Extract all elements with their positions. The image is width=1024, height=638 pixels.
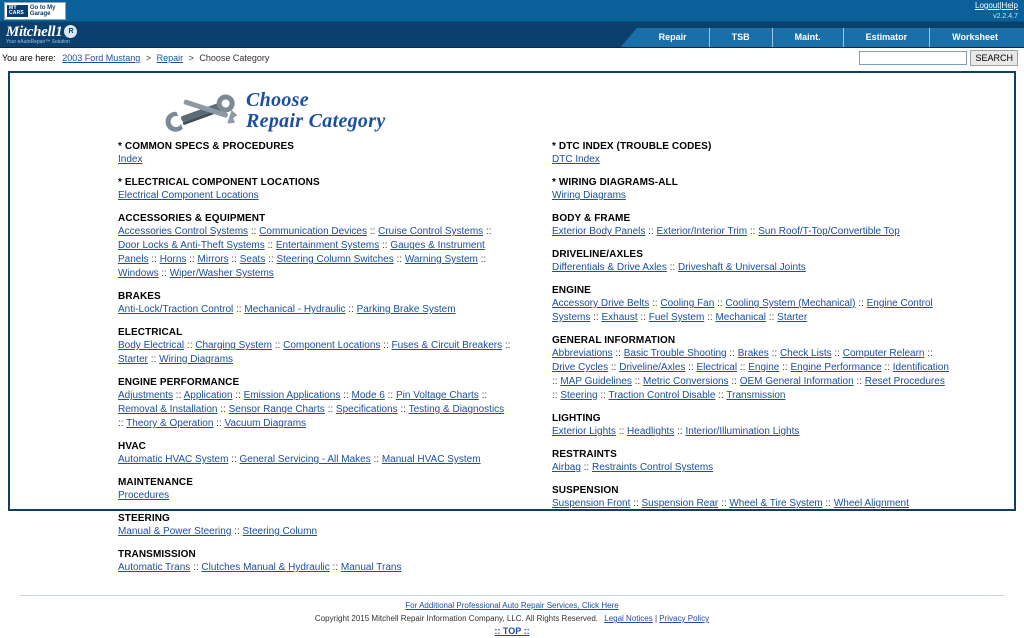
category-link[interactable]: Driveshaft & Universal Joints — [677, 262, 806, 273]
category-group — [118, 213, 512, 281]
right-category-column — [512, 141, 1014, 585]
breadcrumb-separator-1: > — [145, 53, 152, 63]
category-link[interactable]: DTC Index — [552, 154, 600, 165]
link-separator: :: — [232, 390, 244, 401]
privacy-policy-link[interactable]: Privacy Policy — [659, 614, 710, 623]
category-heading: * DTC INDEX (TROUBLE CODES) — [552, 141, 712, 152]
category-link[interactable]: Communication Devices — [259, 226, 367, 237]
category-link[interactable]: Steering — [560, 390, 598, 401]
page-title-line2: Repair Category — [246, 110, 386, 132]
category-link[interactable]: Brakes — [737, 348, 769, 359]
link-separator: :: — [213, 418, 225, 429]
version-label: v2.2.4.7 — [993, 12, 1018, 20]
category-link[interactable]: Engine Control Systems — [552, 298, 933, 323]
category-group — [552, 141, 1014, 167]
category-link[interactable]: Airbag — [552, 462, 581, 473]
category-link[interactable]: Mode 6 — [351, 390, 385, 401]
category-link[interactable]: Differentials & Drive Axles — [552, 262, 667, 273]
breadcrumb-prefix: You are here: — [2, 53, 56, 63]
link-separator: :: — [184, 340, 196, 351]
category-heading: * COMMON SPECS & PROCEDURES — [118, 141, 295, 152]
category-link[interactable]: Adjustments — [118, 390, 174, 401]
category-group — [552, 335, 1014, 403]
category-group — [552, 177, 1014, 203]
my-cars-logo: MY CARS — [7, 5, 28, 18]
category-link[interactable]: Wiper/Washer Systems — [169, 268, 274, 279]
link-separator: :: — [393, 254, 405, 265]
link-separator: :: — [186, 254, 198, 265]
category-link[interactable]: Index — [118, 154, 143, 165]
category-link-list — [552, 153, 952, 167]
category-group — [118, 513, 512, 539]
link-separator: :: — [483, 226, 492, 237]
link-separator: :: — [630, 498, 642, 509]
link-separator: :: — [190, 562, 202, 573]
link-separator: :: — [704, 312, 716, 323]
category-link[interactable]: OEM General Information — [739, 376, 854, 387]
category-link[interactable]: Removal & Installation — [118, 404, 218, 415]
category-link[interactable]: Fuel System — [648, 312, 705, 323]
link-separator: :: — [340, 390, 352, 401]
brand-tagline: Your eAutoRepair™ Solution — [6, 39, 70, 45]
tab-worksheet[interactable]: Worksheet — [930, 28, 1024, 47]
category-heading: DRIVELINE/AXLES — [552, 249, 643, 260]
category-link[interactable]: Mechanical - Hydraulic — [244, 304, 346, 315]
category-link[interactable]: Engine Performance — [790, 362, 882, 373]
category-heading: SUSPENSION — [552, 485, 619, 496]
link-separator: :: — [367, 226, 379, 237]
link-separator: :: — [228, 254, 240, 265]
category-heading: GENERAL INFORMATION — [552, 335, 676, 346]
category-link[interactable]: Starter — [118, 354, 149, 365]
category-heading: ACCESSORIES & EQUIPMENT — [118, 213, 266, 224]
link-separator: :: — [384, 390, 396, 401]
link-separator: :: — [728, 376, 740, 387]
category-link[interactable]: Driveline/Axles — [619, 362, 686, 373]
link-separator: :: — [924, 348, 933, 359]
link-separator: :: — [231, 526, 243, 537]
category-link[interactable]: Suspension Front — [552, 498, 631, 509]
link-separator: :: — [478, 390, 488, 401]
link-separator: :: — [597, 390, 609, 401]
left-category-column — [10, 141, 512, 585]
link-separator: :: — [674, 426, 686, 437]
category-heading: MAINTENANCE — [118, 477, 193, 488]
brand-bar — [0, 22, 1024, 48]
breadcrumb-separator-2: > — [188, 53, 194, 63]
link-separator: :: — [552, 390, 561, 401]
breadcrumb-current: Choose Category — [199, 53, 270, 63]
category-heading: * ELECTRICAL COMPONENT LOCATIONS — [118, 177, 320, 188]
link-separator: :: — [324, 404, 336, 415]
tab-tsb[interactable]: TSB — [710, 28, 773, 47]
category-group — [118, 177, 512, 203]
category-link[interactable]: Door Locks & Anti-Theft Systems — [118, 240, 265, 251]
category-link[interactable]: Clutches Manual & Hydraulic — [201, 562, 330, 573]
category-link[interactable]: Engine — [748, 362, 780, 373]
category-link-list — [552, 225, 952, 239]
link-separator: :: — [612, 348, 624, 359]
tab-repair[interactable]: Repair — [637, 28, 710, 47]
category-group — [118, 327, 512, 367]
category-link[interactable]: Exterior/Interior Trim — [656, 226, 748, 237]
category-link[interactable]: Check Lists — [779, 348, 832, 359]
category-link[interactable]: Basic Trouble Shooting — [623, 348, 727, 359]
category-group — [552, 285, 1014, 325]
category-group — [118, 141, 512, 167]
category-link[interactable]: Application — [183, 390, 233, 401]
category-link[interactable]: Suspension Rear — [641, 498, 719, 509]
category-link-list — [118, 525, 512, 539]
pro-services-link[interactable]: For Additional Professional Auto Repair Services, Click Here — [405, 601, 619, 610]
tab-estimator[interactable]: Estimator — [844, 28, 931, 47]
category-link[interactable]: Cruise Control Systems — [378, 226, 484, 237]
category-link[interactable]: Wheel & Tire System — [729, 498, 823, 509]
link-divider: | — [999, 1, 1002, 10]
breadcrumb-bar — [0, 48, 1024, 70]
legal-notices-link[interactable]: Legal Notices — [604, 614, 653, 623]
help-link[interactable]: Help — [1001, 1, 1018, 10]
registered-badge-icon: R — [64, 25, 77, 38]
category-heading: STEERING — [118, 513, 170, 524]
category-link-list — [118, 561, 512, 575]
category-link[interactable]: Pin Voltage Charts — [395, 390, 479, 401]
category-group — [118, 549, 512, 575]
search-input[interactable] — [859, 51, 967, 65]
wrench-icon — [170, 88, 240, 134]
category-group — [552, 249, 1014, 275]
category-heading: ENGINE — [552, 285, 591, 296]
link-separator: :: — [737, 362, 749, 373]
category-link[interactable]: Charging System — [195, 340, 272, 351]
category-link[interactable]: Manual HVAC System — [381, 454, 481, 465]
page-title-line1: Choose — [246, 89, 309, 111]
category-link-list — [118, 189, 512, 203]
panel-footer — [10, 585, 1014, 638]
category-heading: LIGHTING — [552, 413, 601, 424]
category-link[interactable]: Exhaust — [601, 312, 638, 323]
category-link[interactable]: Automatic Trans — [118, 562, 191, 573]
page-title — [246, 90, 386, 132]
category-link-list — [552, 347, 952, 403]
category-link[interactable]: Accessories Control Systems — [118, 226, 249, 237]
link-separator: :: — [615, 426, 628, 437]
category-link[interactable]: Manual Trans — [340, 562, 402, 573]
category-link[interactable]: Automatic HVAC System — [118, 454, 229, 465]
link-separator: :: — [477, 254, 487, 265]
category-group — [118, 441, 512, 467]
category-link-list — [118, 489, 512, 503]
category-link[interactable]: Wiring Diagrams — [159, 354, 234, 365]
link-separator: :: — [631, 376, 643, 387]
category-link[interactable]: Gauges & Instrument Panels — [118, 240, 485, 265]
category-link[interactable]: Steering Column — [242, 526, 318, 537]
link-separator: :: — [768, 348, 780, 359]
category-link[interactable]: Wheel Alignment — [833, 498, 909, 509]
brand-name: Mitchell1 — [6, 24, 63, 40]
category-link[interactable]: Windows — [118, 268, 159, 279]
category-link-list — [552, 189, 952, 203]
category-heading: RESTRAINTS — [552, 449, 617, 460]
category-link-list — [118, 153, 512, 167]
link-separator: :: — [265, 254, 277, 265]
category-link[interactable]: Identification — [892, 362, 949, 373]
category-link[interactable]: Entertainment Systems — [275, 240, 380, 251]
link-separator: :: — [666, 262, 678, 273]
category-link[interactable]: Mechanical — [715, 312, 767, 323]
category-link-list — [552, 461, 952, 475]
link-separator: :: — [502, 340, 511, 351]
category-heading: ENGINE PERFORMANCE — [118, 377, 240, 388]
footer-divider-pipe: | — [654, 614, 658, 623]
link-separator: :: — [148, 254, 160, 265]
category-link[interactable]: Vacuum Diagrams — [224, 418, 307, 429]
my-garage-label: Go to My Garage — [29, 4, 56, 17]
category-heading: HVAC — [118, 441, 146, 452]
link-separator: :: — [853, 376, 865, 387]
back-to-top-link[interactable]: :: TOP :: — [494, 626, 530, 636]
category-link[interactable]: Component Locations — [283, 340, 381, 351]
category-link[interactable]: Specifications — [335, 404, 398, 415]
category-link-list — [118, 339, 512, 367]
category-link[interactable]: Manual & Power Steering — [118, 526, 232, 537]
category-link[interactable]: Fuses & Circuit Breakers — [391, 340, 503, 351]
link-separator: :: — [370, 454, 382, 465]
link-separator: :: — [715, 390, 727, 401]
category-link[interactable]: Transmission — [726, 390, 786, 401]
link-separator: :: — [766, 312, 778, 323]
link-separator: :: — [855, 298, 867, 309]
category-link-list — [118, 389, 512, 431]
top-utility-links — [975, 1, 1018, 21]
category-link[interactable]: Abbreviations — [552, 348, 613, 359]
category-link-list — [552, 425, 952, 439]
category-group — [118, 477, 512, 503]
link-separator: :: — [714, 298, 726, 309]
category-link[interactable]: Sensor Range Charts — [228, 404, 325, 415]
main-content-panel — [8, 71, 1016, 636]
category-link[interactable]: Cooling Fan — [660, 298, 715, 309]
logout-link[interactable]: Logout — [975, 1, 1000, 10]
category-link[interactable]: Interior/Illumination Lights — [685, 426, 800, 437]
category-link[interactable]: Procedures — [118, 490, 170, 501]
category-link[interactable]: Exterior Lights — [552, 426, 616, 437]
category-group — [552, 213, 1014, 239]
category-link[interactable]: Seats — [239, 254, 266, 265]
category-link[interactable]: Electrical Component Locations — [118, 190, 259, 201]
category-link[interactable]: Cooling System (Mechanical) — [725, 298, 856, 309]
search-button[interactable]: SEARCH — [970, 50, 1018, 66]
category-link[interactable]: Electrical — [696, 362, 738, 373]
copyright-text: Copyright 2015 Mitchell Repair Information Company, LLC. All Rights Reserved. — [314, 614, 599, 623]
category-heading: * WIRING DIAGRAMS-ALL — [552, 177, 678, 188]
link-separator: :: — [380, 340, 392, 351]
link-separator: :: — [118, 418, 127, 429]
category-link[interactable]: Emission Applications — [243, 390, 341, 401]
link-separator: :: — [590, 312, 602, 323]
category-link[interactable]: Reset Procedures — [864, 376, 945, 387]
category-group — [552, 485, 1014, 511]
category-link-list — [552, 261, 952, 275]
link-separator: :: — [148, 354, 160, 365]
link-separator: :: — [645, 226, 657, 237]
tab-maint[interactable]: Maint. — [773, 28, 844, 47]
link-separator: :: — [228, 454, 240, 465]
category-link-list — [552, 297, 952, 325]
category-link[interactable]: Computer Relearn — [842, 348, 925, 359]
category-heading: ELECTRICAL — [118, 327, 183, 338]
category-link[interactable]: MAP Guidelines — [560, 376, 632, 387]
category-link[interactable]: Starter — [777, 312, 808, 323]
category-link[interactable]: Headlights — [627, 426, 675, 437]
link-separator: :: — [637, 312, 649, 323]
category-link[interactable]: Accessory Drive Belts — [552, 298, 650, 309]
category-link-list — [118, 453, 512, 467]
category-link[interactable]: Theory & Operation — [126, 418, 214, 429]
link-separator: :: — [580, 462, 593, 473]
link-separator: :: — [271, 340, 284, 351]
category-link-list — [552, 497, 952, 511]
category-link[interactable]: Steering Column Switches — [276, 254, 394, 265]
category-link[interactable]: Parking Brake System — [356, 304, 456, 315]
my-garage-button[interactable] — [4, 2, 66, 20]
category-link[interactable]: General Servicing - All Makes — [239, 454, 371, 465]
link-separator: :: — [379, 240, 391, 251]
link-separator: :: — [233, 304, 245, 315]
link-separator: :: — [158, 268, 170, 279]
main-nav-tabs — [621, 28, 1024, 47]
category-group — [118, 377, 512, 431]
category-link[interactable]: Traction Control Disable — [608, 390, 716, 401]
category-link[interactable]: Exterior Body Panels — [552, 226, 646, 237]
category-group — [118, 291, 512, 317]
link-separator: :: — [831, 348, 843, 359]
category-link-list — [118, 225, 512, 281]
link-separator: :: — [726, 348, 738, 359]
link-separator: :: — [397, 404, 409, 415]
category-link[interactable]: Anti-Lock/Traction Control — [118, 304, 234, 315]
category-link[interactable]: Testing & Diagnostics — [408, 404, 505, 415]
mitchell1-logo[interactable] — [6, 24, 77, 45]
category-link-list — [118, 303, 512, 317]
search-area — [859, 50, 1018, 66]
category-link[interactable]: Wiring Diagrams — [552, 190, 626, 201]
link-separator: :: — [552, 376, 561, 387]
nav-slant-decoration — [621, 28, 637, 47]
breadcrumb-repair[interactable]: Repair — [156, 53, 184, 63]
category-link[interactable]: Drive Cycles — [552, 362, 609, 373]
link-separator: :: — [264, 240, 276, 251]
category-link[interactable]: Body Electrical — [118, 340, 185, 351]
category-group — [552, 449, 1014, 475]
category-columns — [10, 141, 1014, 585]
link-separator: :: — [747, 226, 759, 237]
category-link[interactable]: Sun Roof/T-Top/Convertible Top — [758, 226, 900, 237]
category-link[interactable]: Mirrors — [197, 254, 229, 265]
category-link[interactable]: Restraints Control Systems — [592, 462, 714, 473]
category-link[interactable]: Horns — [159, 254, 187, 265]
link-separator: :: — [822, 498, 834, 509]
category-link[interactable]: Metric Conversions — [643, 376, 729, 387]
link-separator: :: — [608, 362, 620, 373]
link-separator: :: — [173, 390, 184, 401]
category-group — [552, 413, 1014, 439]
link-separator: :: — [248, 226, 260, 237]
link-separator: :: — [329, 562, 341, 573]
category-link[interactable]: Warning System — [404, 254, 478, 265]
category-heading: TRANSMISSION — [118, 549, 196, 560]
link-separator: :: — [649, 298, 661, 309]
link-separator: :: — [718, 498, 730, 509]
breadcrumb-vehicle[interactable]: 2003 Ford Mustang — [62, 53, 141, 63]
link-separator: :: — [217, 404, 229, 415]
link-separator: :: — [685, 362, 697, 373]
footer-divider — [20, 595, 1004, 596]
link-separator: :: — [345, 304, 357, 315]
page-header — [10, 79, 1014, 141]
link-separator: :: — [881, 362, 893, 373]
category-heading: BRAKES — [118, 291, 161, 302]
top-utility-bar — [0, 0, 1024, 22]
link-separator: :: — [779, 362, 791, 373]
category-heading: BODY & FRAME — [552, 213, 631, 224]
